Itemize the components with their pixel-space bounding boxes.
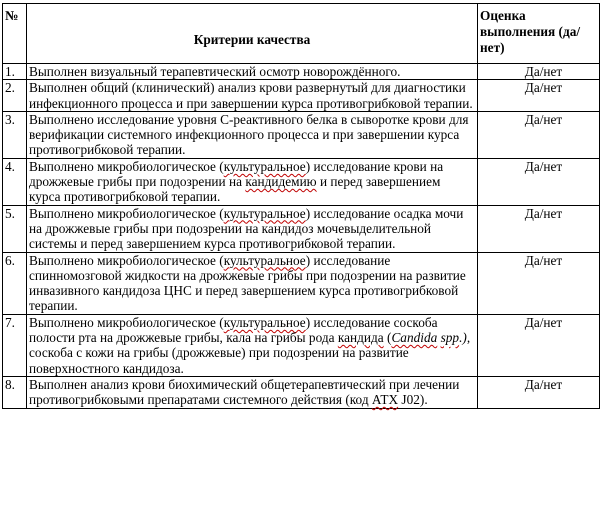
criterion-text: Выполнено исследование уровня С-реактивного белка в сыворотке крови для верификации системного инфекционного процесса и при завершении курса противогрибковой терапии. [29, 111, 469, 158]
criterion-text: Выполнено микробиологическое ( [29, 252, 224, 268]
header-criteria: Критерии качества [27, 4, 478, 64]
criterion-text: Candida [391, 330, 438, 346]
row-criterion [27, 252, 478, 314]
criterion-text: spp [440, 330, 460, 346]
row-criterion [27, 314, 478, 376]
criterion-text: культуральное [223, 252, 306, 268]
row-criterion [27, 64, 478, 80]
criterion-text: ( [383, 330, 392, 346]
criterion-text: ) исследование спинномозговой жидкости на дрожжевые грибы при подозрении на развитие инвазивного кандидоза ЦНС и перед завершением курса противогрибковой терапии. [29, 252, 466, 314]
row-evaluation: Да/нет [478, 158, 600, 205]
criterion-text: культуральное [223, 158, 306, 174]
table-row [3, 80, 600, 112]
criterion-text: ) исследование крови на дрожжевые грибы при подозрении на [29, 158, 444, 190]
row-criterion [27, 80, 478, 112]
table-row [3, 376, 600, 408]
table-row [3, 314, 600, 376]
criterion-text: кандидемию [245, 174, 317, 190]
row-evaluation: Да/нет [478, 64, 600, 80]
row-criterion [27, 376, 478, 408]
header-number: № [3, 4, 27, 64]
row-number: 6. [3, 252, 27, 314]
row-evaluation: Да/нет [478, 111, 600, 158]
criterion-text: Выполнен анализ крови биохимический общетерапевтический при лечении противогрибковыми препаратами системного действия (код [29, 376, 460, 408]
criterion-text: кандида [337, 330, 384, 346]
row-number: 7. [3, 314, 27, 376]
row-number: 2. [3, 80, 27, 112]
table-row [3, 64, 600, 80]
criterion-text: Выполнено микробиологическое ( [29, 314, 224, 330]
row-evaluation: Да/нет [478, 80, 600, 112]
criterion-text: Выполнен общий (клинический) анализ крови развернутый для диагностики инфекционного процесса и при завершении курса противогрибковой терапии. [29, 80, 473, 111]
criterion-text: культуральное [223, 314, 306, 330]
row-evaluation: Да/нет [478, 314, 600, 376]
criterion-text: , соскоба с кожи на грибы (дрожжевые) при подозрении на развитие поверхностного кандидоза. [29, 330, 471, 376]
row-number: 5. [3, 205, 27, 252]
criterion-text: J02). [398, 392, 428, 408]
table-row [3, 252, 600, 314]
criterion-text: культуральное [223, 205, 306, 221]
table-body [3, 64, 600, 409]
criterion-text: Выполнено микробиологическое ( [29, 158, 224, 174]
quality-criteria-table [2, 3, 600, 409]
criterion-text: ) исследование осадка мочи на дрожжевые грибы при подозрении на кандидоз мочевыделительной системы и перед завершением курса противогрибковой терапии. [29, 205, 464, 252]
table-row [3, 158, 600, 205]
row-number: 1. [3, 64, 27, 80]
row-number: 4. [3, 158, 27, 205]
row-number: 3. [3, 111, 27, 158]
header-evaluation: Оценка выполнения (да/нет) [478, 4, 600, 64]
row-criterion [27, 111, 478, 158]
row-evaluation: Да/нет [478, 205, 600, 252]
row-criterion [27, 158, 478, 205]
criterion-text: Выполнено микробиологическое ( [29, 205, 224, 221]
table-row [3, 205, 600, 252]
table-header-row [3, 4, 600, 64]
criterion-text: Выполнен визуальный терапевтический осмотр новорождённого. [29, 64, 401, 79]
table-row [3, 111, 600, 158]
criterion-text: ) исследование соскоба полости рта на дрожжевые грибы, кала на грибы рода [29, 314, 438, 346]
row-evaluation: Да/нет [478, 252, 600, 314]
criterion-text: и перед завершением курса противогрибковой терапии. [29, 174, 441, 205]
criterion-text: .) [459, 330, 467, 346]
row-number: 8. [3, 376, 27, 408]
row-evaluation: Да/нет [478, 376, 600, 408]
criterion-text: АТХ [371, 392, 399, 408]
row-criterion [27, 205, 478, 252]
